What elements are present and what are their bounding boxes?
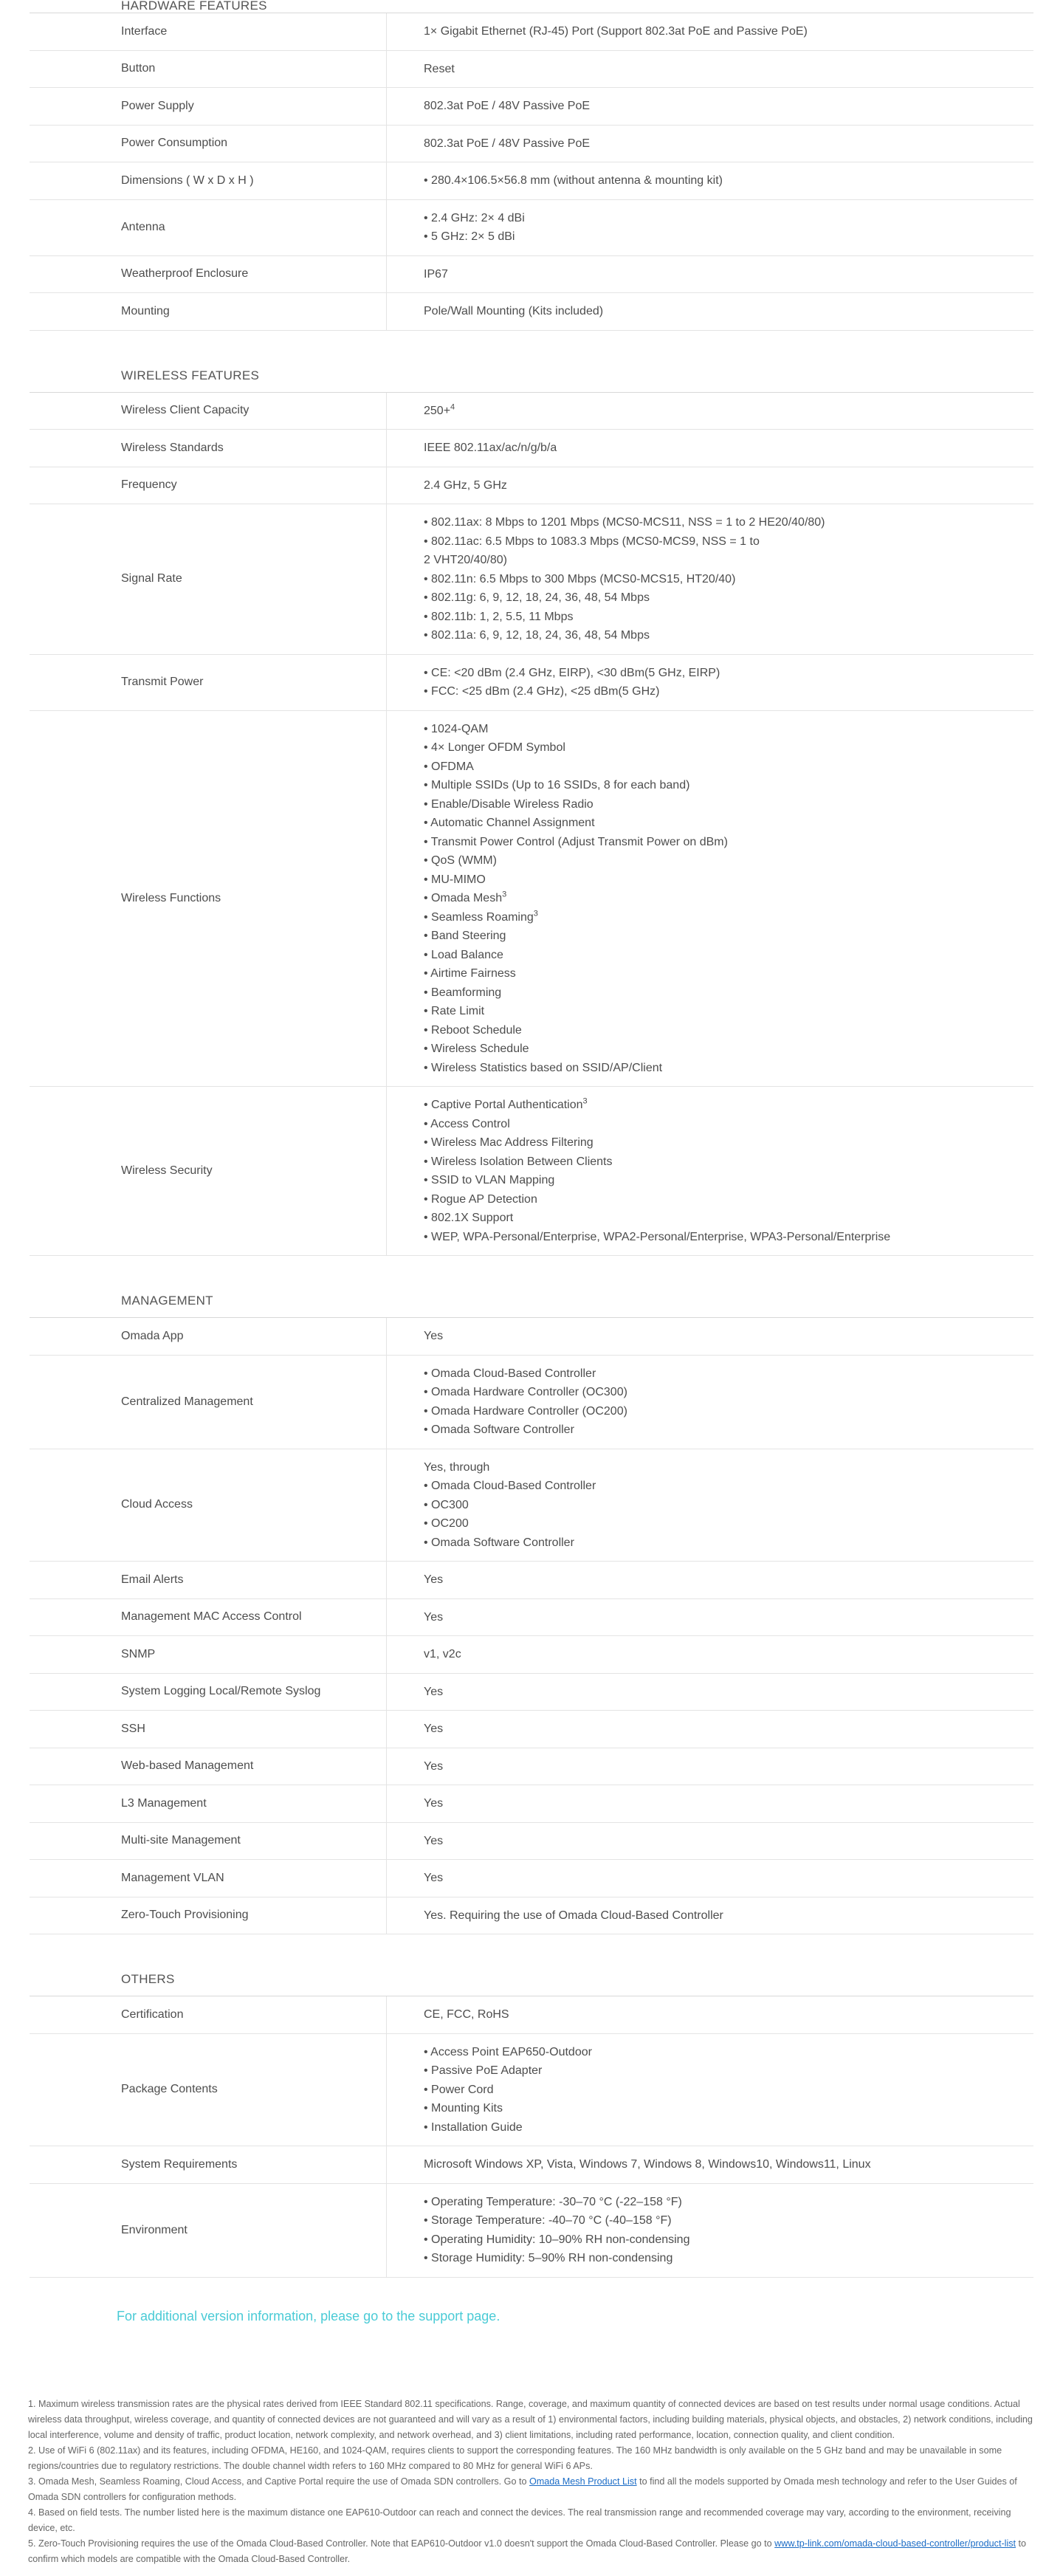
section-hardware-features (30, 0, 1033, 331)
spec-row-frequency (30, 467, 1033, 505)
spec-label: Interface (30, 13, 387, 50)
spec-value-line: • Enable/Disable Wireless Radio (424, 797, 594, 811)
spec-label: Package Contents (30, 2034, 387, 2146)
spec-label: Wireless Standards (30, 430, 387, 467)
spec-value-line: • Omada Software Controller (424, 1536, 574, 1549)
spec-label: Signal Rate (30, 504, 387, 654)
spec-label: Email Alerts (30, 1562, 387, 1598)
footnote-5 (28, 2536, 1041, 2567)
spec-value-line: • OC300 (424, 1498, 469, 1511)
spec-value-line: Reset (424, 62, 455, 75)
spec-row-interface (30, 13, 1033, 51)
spec-value-line (424, 889, 1033, 908)
spec-value-line: • 802.11g: 6, 9, 12, 18, 24, 36, 48, 54 Mbps (424, 591, 650, 604)
spec-value (387, 393, 1033, 430)
spec-value-line: • 802.11b: 1, 2, 5.5, 11 Mbps (424, 610, 574, 623)
spec-value (387, 1562, 1033, 1598)
spec-row-environment (30, 2184, 1033, 2278)
spec-value-line: • Storage Humidity: 5–90% RH non-condensing (424, 2252, 673, 2264)
spec-row-wireless-client-capacity (30, 393, 1033, 430)
spec-row-wireless-security (30, 1087, 1033, 1256)
spec-value-line: 2.4 GHz, 5 GHz (424, 478, 507, 492)
spec-value-line: • 2.4 GHz: 2× 4 dBi (424, 211, 525, 224)
spec-value-line: • 280.4×106.5×56.8 mm (without antenna & mounting kit) (424, 174, 723, 187)
spec-value-line: • Operating Humidity: 10–90% RH non-condensing (424, 2233, 690, 2246)
footnote-text: 4. Based on field tests. The number listed here is the maximum distance one EAP610-Outdoor can reach and connect the devices. The real transmission range and recommended coverage may vary, according to the environment, receiving device, etc. (28, 2507, 1011, 2533)
spec-value-line: Yes (424, 1759, 444, 1773)
footnote-ref: 3 (582, 1096, 588, 1106)
spec-label: Multi-site Management (30, 1823, 387, 1860)
footnote-ref: 3 (502, 890, 507, 899)
section-title: OTHERS (30, 1964, 1033, 1996)
spec-value-line: 802.3at PoE / 48V Passive PoE (424, 137, 591, 150)
spec-value (387, 13, 1033, 50)
spec-label: SNMP (30, 1636, 387, 1673)
spec-label: Power Consumption (30, 126, 387, 162)
spec-label: Management VLAN (30, 1860, 387, 1897)
spec-value-line: 2 VHT20/40/80) (424, 554, 507, 566)
spec-value (387, 1087, 1033, 1255)
spec-row-system-requirements (30, 2146, 1033, 2184)
spec-label: Power Supply (30, 88, 387, 125)
spec-value-line: • Reboot Schedule (424, 1023, 522, 1037)
spec-value-line: • 4× Longer OFDM Symbol (424, 741, 565, 754)
section-title: WIRELESS FEATURES (30, 360, 1033, 393)
spec-value-line: • Wireless Mac Address Filtering (424, 1136, 594, 1149)
spec-value (387, 1356, 1033, 1449)
footnote-text: 2. Use of WiFi 6 (802.11ax) and its features, including OFDMA, HE160, and 1024-QAM, requires clients to support the corresponding features. The 160 MHz bandwidth is only available on the 5 GHz band and may be unavailable in some regions/countries due to regulatory restrictions. The double channel width refers to 160 MHz compared to 80 MHz for general WiFi 6 APs. (28, 2445, 1002, 2471)
spec-value-line (424, 402, 1033, 421)
spec-value-line: • Operating Temperature: -30–70 °C (-22–158 °F) (424, 2195, 682, 2208)
spec-row-signal-rate (30, 504, 1033, 655)
spec-value-line: Yes. Requiring the use of Omada Cloud-Based Controller (424, 1909, 723, 1922)
spec-row-mounting (30, 293, 1033, 331)
section-management (30, 1285, 1033, 1934)
spec-label: Centralized Management (30, 1356, 387, 1449)
spec-value (387, 1674, 1033, 1711)
spec-value-line: Pole/Wall Mounting (Kits included) (424, 305, 604, 317)
spec-label: Frequency (30, 467, 387, 504)
spec-row-certification (30, 1996, 1033, 2034)
spec-value-line: • Omada Cloud-Based Controller (424, 1367, 596, 1380)
spec-value (387, 1636, 1033, 1673)
spec-value (387, 88, 1033, 125)
spec-label: System Requirements (30, 2146, 387, 2183)
spec-row-snmp (30, 1636, 1033, 1674)
spec-row-centralized-management (30, 1356, 1033, 1449)
spec-row-management-mac-access-control (30, 1599, 1033, 1637)
spec-value-line: • Omada Hardware Controller (OC300) (424, 1386, 627, 1398)
spec-label: Certification (30, 1996, 387, 2033)
spec-value-line: • Load Balance (424, 948, 503, 961)
spec-label: L3 Management (30, 1785, 387, 1822)
spec-value-line: Yes, through (424, 1460, 490, 1474)
spec-label: SSH (30, 1711, 387, 1748)
spec-value-line: 802.3at PoE / 48V Passive PoE (424, 100, 591, 112)
spec-row-package-contents (30, 2034, 1033, 2147)
section-title: HARDWARE FEATURES (30, 0, 1033, 13)
spec-value-line: • Power Cord (424, 2083, 494, 2096)
footnote-text: 1. Maximum wireless transmission rates are the physical rates derived from IEEE Standard 802.11 specifications. Range, coverage, and maximum quantity of connected devices are based on test results under normal usage conditions. Actual wireless data throughput, wireless coverage, and quantity of connected devices are not guaranteed and will vary as a result of 1) environmental factors, including building materials, physical objects, and obstacles, 2) network conditions, including local interference, volume and density of traffic, product location, network complexity, and network overhead, and 3) client limitations, including rated performance, location, connection quality, and client condition. (28, 2398, 1033, 2440)
spec-value-line: • Omada Cloud-Based Controller (424, 1480, 596, 1492)
spec-value (387, 1897, 1033, 1934)
spec-row-antenna (30, 200, 1033, 256)
spec-value (387, 1318, 1033, 1355)
spec-value-line: • Omada Software Controller (424, 1423, 574, 1436)
spec-value-line: • Omada Hardware Controller (OC200) (424, 1404, 627, 1418)
footnote-2 (28, 2443, 1041, 2474)
spec-value-line: • MU-MIMO (424, 873, 486, 886)
footnote-text: to confirm which models are compatible with the Omada Cloud-Based Controller. (28, 2538, 1027, 2564)
spec-value (387, 504, 1033, 654)
spec-value-line: • Beamforming (424, 986, 502, 999)
spec-value (387, 256, 1033, 293)
spec-value-line: Yes (424, 1330, 444, 1342)
spec-label: Wireless Functions (30, 711, 387, 1087)
spec-value-line: 1× Gigabit Ethernet (RJ-45) Port (Support 802.3at PoE and Passive PoE) (424, 25, 808, 38)
section-gap (0, 331, 1063, 360)
spec-row-email-alerts (30, 1562, 1033, 1599)
spec-row-power-supply (30, 88, 1033, 126)
spec-value (387, 1599, 1033, 1636)
spec-value-line: • Wireless Statistics based on SSID/AP/Client (424, 1061, 663, 1074)
spec-value (387, 711, 1033, 1087)
spec-value-line: • 1024-QAM (424, 722, 489, 735)
footnote-4 (28, 2505, 1041, 2536)
spec-value-text: • Captive Portal Authentication (424, 1099, 583, 1111)
spec-value (387, 1449, 1033, 1562)
footnote-ref: 4 (450, 402, 455, 412)
section-gap (0, 1256, 1063, 1285)
spec-label: Omada App (30, 1318, 387, 1355)
spec-label: Management MAC Access Control (30, 1599, 387, 1636)
spec-value-line: Microsoft Windows XP, Vista, Windows 7, Windows 8, Windows10, Windows11, Linux (424, 2158, 871, 2171)
footnote-ref: 3 (533, 909, 538, 918)
support-page-link[interactable]: For additional version information, please go to the support page. (117, 2308, 500, 2323)
spec-value (387, 2146, 1033, 2183)
section-title: MANAGEMENT (30, 1285, 1033, 1318)
spec-row-wireless-standards (30, 430, 1033, 467)
spec-value-line: • Band Steering (424, 930, 506, 942)
spec-value-line: • Automatic Channel Assignment (424, 817, 595, 829)
spec-value-line: • 802.1X Support (424, 1212, 514, 1224)
spec-label: Web-based Management (30, 1748, 387, 1785)
spec-label: Zero-Touch Provisioning (30, 1897, 387, 1934)
spec-label: Wireless Client Capacity (30, 393, 387, 430)
spec-row-button (30, 51, 1033, 89)
spec-value-line: • 802.11ac: 6.5 Mbps to 1083.3 Mbps (MCS0-MCS9, NSS = 1 to (424, 535, 760, 548)
spec-value-line: • FCC: <25 dBm (2.4 GHz), <25 dBm(5 GHz) (424, 685, 660, 698)
spec-value-line: Yes (424, 1573, 444, 1586)
spec-value-line: v1, v2c (424, 1648, 461, 1660)
spec-value-text: • Omada Mesh (424, 892, 503, 904)
spec-row-web-based-management (30, 1748, 1033, 1786)
spec-value-line: IP67 (424, 267, 448, 281)
spec-label: Button (30, 51, 387, 88)
footnote-link[interactable]: Omada Mesh Product List (529, 2476, 637, 2487)
spec-value (387, 1785, 1033, 1822)
spec-row-weatherproof-enclosure (30, 256, 1033, 294)
spec-value (387, 655, 1033, 710)
spec-label: Weatherproof Enclosure (30, 256, 387, 293)
spec-row-cloud-access (30, 1449, 1033, 1562)
footnote-3 (28, 2474, 1041, 2505)
spec-value (387, 1748, 1033, 1785)
section-wireless-features (30, 360, 1033, 1257)
spec-row-wireless-functions (30, 711, 1033, 1088)
spec-value-line: • Passive PoE Adapter (424, 2064, 543, 2077)
spec-value (387, 162, 1033, 199)
spec-value (387, 51, 1033, 88)
spec-value-line: • OFDMA (424, 760, 474, 773)
spec-row-management-vlan (30, 1860, 1033, 1897)
spec-row-ssh (30, 1711, 1033, 1748)
spec-value-line (424, 908, 1033, 927)
spec-label: Environment (30, 2184, 387, 2277)
spec-label: Transmit Power (30, 655, 387, 710)
spec-value-line: • QoS (WMM) (424, 854, 497, 867)
spec-label: Wireless Security (30, 1087, 387, 1255)
spec-value (387, 2184, 1033, 2277)
spec-value-line: • Access Control (424, 1117, 510, 1130)
section-gap (0, 1934, 1063, 1964)
spec-value-text: 250+ (424, 404, 451, 417)
spec-value-line: • 802.11ax: 8 Mbps to 1201 Mbps (MCS0-MCS11, NSS = 1 to 2 HE20/40/80) (424, 516, 825, 529)
spec-row-power-consumption (30, 126, 1033, 163)
spec-value-line: • Wireless Schedule (424, 1043, 529, 1055)
spec-value-line: Yes (424, 1797, 444, 1810)
spec-label: System Logging Local/Remote Syslog (30, 1674, 387, 1711)
spec-value-line: • WEP, WPA-Personal/Enterprise, WPA2-Personal/Enterprise, WPA3-Personal/Enterprise (424, 1230, 891, 1243)
spec-value (387, 2034, 1033, 2146)
spec-value-line: Yes (424, 1723, 444, 1735)
spec-value-line: • Multiple SSIDs (Up to 16 SSIDs, 8 for each band) (424, 779, 690, 791)
spec-value-line: • Wireless Isolation Between Clients (424, 1155, 613, 1168)
footnote-text: 5. Zero-Touch Provisioning requires the use of the Omada Cloud-Based Controller. Note that EAP610-Outdoor v1.0 doesn't support the Omada Cloud-Based Controller. Please go to (28, 2538, 775, 2549)
spec-value (387, 126, 1033, 162)
spec-value-line: • Rate Limit (424, 1005, 485, 1017)
spec-value (387, 467, 1033, 504)
footnotes (28, 2397, 1041, 2576)
spec-row-system-logging-local-remote-syslog (30, 1674, 1033, 1711)
spec-value-text: • Seamless Roaming (424, 910, 534, 924)
spec-value-line: • Access Point EAP650-Outdoor (424, 2045, 592, 2058)
spec-row-omada-app (30, 1318, 1033, 1356)
spec-row-multi-site-management (30, 1823, 1033, 1861)
spec-value (387, 430, 1033, 467)
spec-value-line: • Transmit Power Control (Adjust Transmit Power on dBm) (424, 835, 728, 848)
spec-row-l3-management (30, 1785, 1033, 1823)
spec-value (387, 1996, 1033, 2033)
spec-value-line: • 5 GHz: 2× 5 dBi (424, 230, 515, 243)
spec-row-dimensions-w-x-d-x-h (30, 162, 1033, 200)
spec-value-line: • Mounting Kits (424, 2102, 503, 2115)
spec-value-line: • Airtime Fairness (424, 967, 516, 980)
spec-value-line (424, 1096, 1033, 1115)
support-link[interactable] (0, 2309, 1063, 2324)
spec-label: Antenna (30, 200, 387, 255)
spec-value-line: • OC200 (424, 1517, 469, 1530)
spec-value-line: • Installation Guide (424, 2120, 523, 2134)
section-others (30, 1964, 1033, 2278)
spec-value (387, 1860, 1033, 1897)
footnote-link[interactable]: www.tp-link.com/omada-cloud-based-controller/product-list (774, 2538, 1016, 2549)
spec-value-line: • 802.11a: 6, 9, 12, 18, 24, 36, 48, 54 Mbps (424, 629, 650, 642)
spec-value (387, 293, 1033, 330)
spec-value-line: • Rogue AP Detection (424, 1192, 537, 1206)
spec-value-line: CE, FCC, RoHS (424, 2008, 509, 2021)
spec-value-line: • 802.11n: 6.5 Mbps to 300 Mbps (MCS0-MCS15, HT20/40) (424, 572, 736, 585)
spec-value (387, 1711, 1033, 1748)
spec-label: Cloud Access (30, 1449, 387, 1562)
spec-value (387, 1823, 1033, 1860)
footnote-text: to find all the models supported by Omada mesh technology and refer to the User Guides of Omada SDN controllers for configuration methods. (28, 2476, 1017, 2502)
spec-value-line: • Storage Temperature: -40–70 °C (-40–158 °F) (424, 2214, 672, 2227)
spec-value-line: Yes (424, 1685, 444, 1698)
footnote-1 (28, 2397, 1041, 2443)
spec-value-line: Yes (424, 1610, 444, 1624)
spec-value-line: Yes (424, 1872, 444, 1884)
spec-value-line: Yes (424, 1834, 444, 1847)
spec-value-line: • CE: <20 dBm (2.4 GHz, EIRP), <30 dBm(5 GHz, EIRP) (424, 666, 720, 679)
spec-value-line: IEEE 802.11ax/ac/n/g/b/a (424, 442, 557, 454)
spec-value-line: • SSID to VLAN Mapping (424, 1174, 555, 1186)
spec-label: Mounting (30, 293, 387, 330)
spec-value (387, 200, 1033, 255)
footnote-text: 3. Omada Mesh, Seamless Roaming, Cloud Access, and Captive Portal require the use of Omada SDN controllers. Go to (28, 2476, 529, 2487)
spec-row-zero-touch-provisioning (30, 1897, 1033, 1935)
spec-row-transmit-power (30, 655, 1033, 711)
spec-label: Dimensions ( W x D x H ) (30, 162, 387, 199)
